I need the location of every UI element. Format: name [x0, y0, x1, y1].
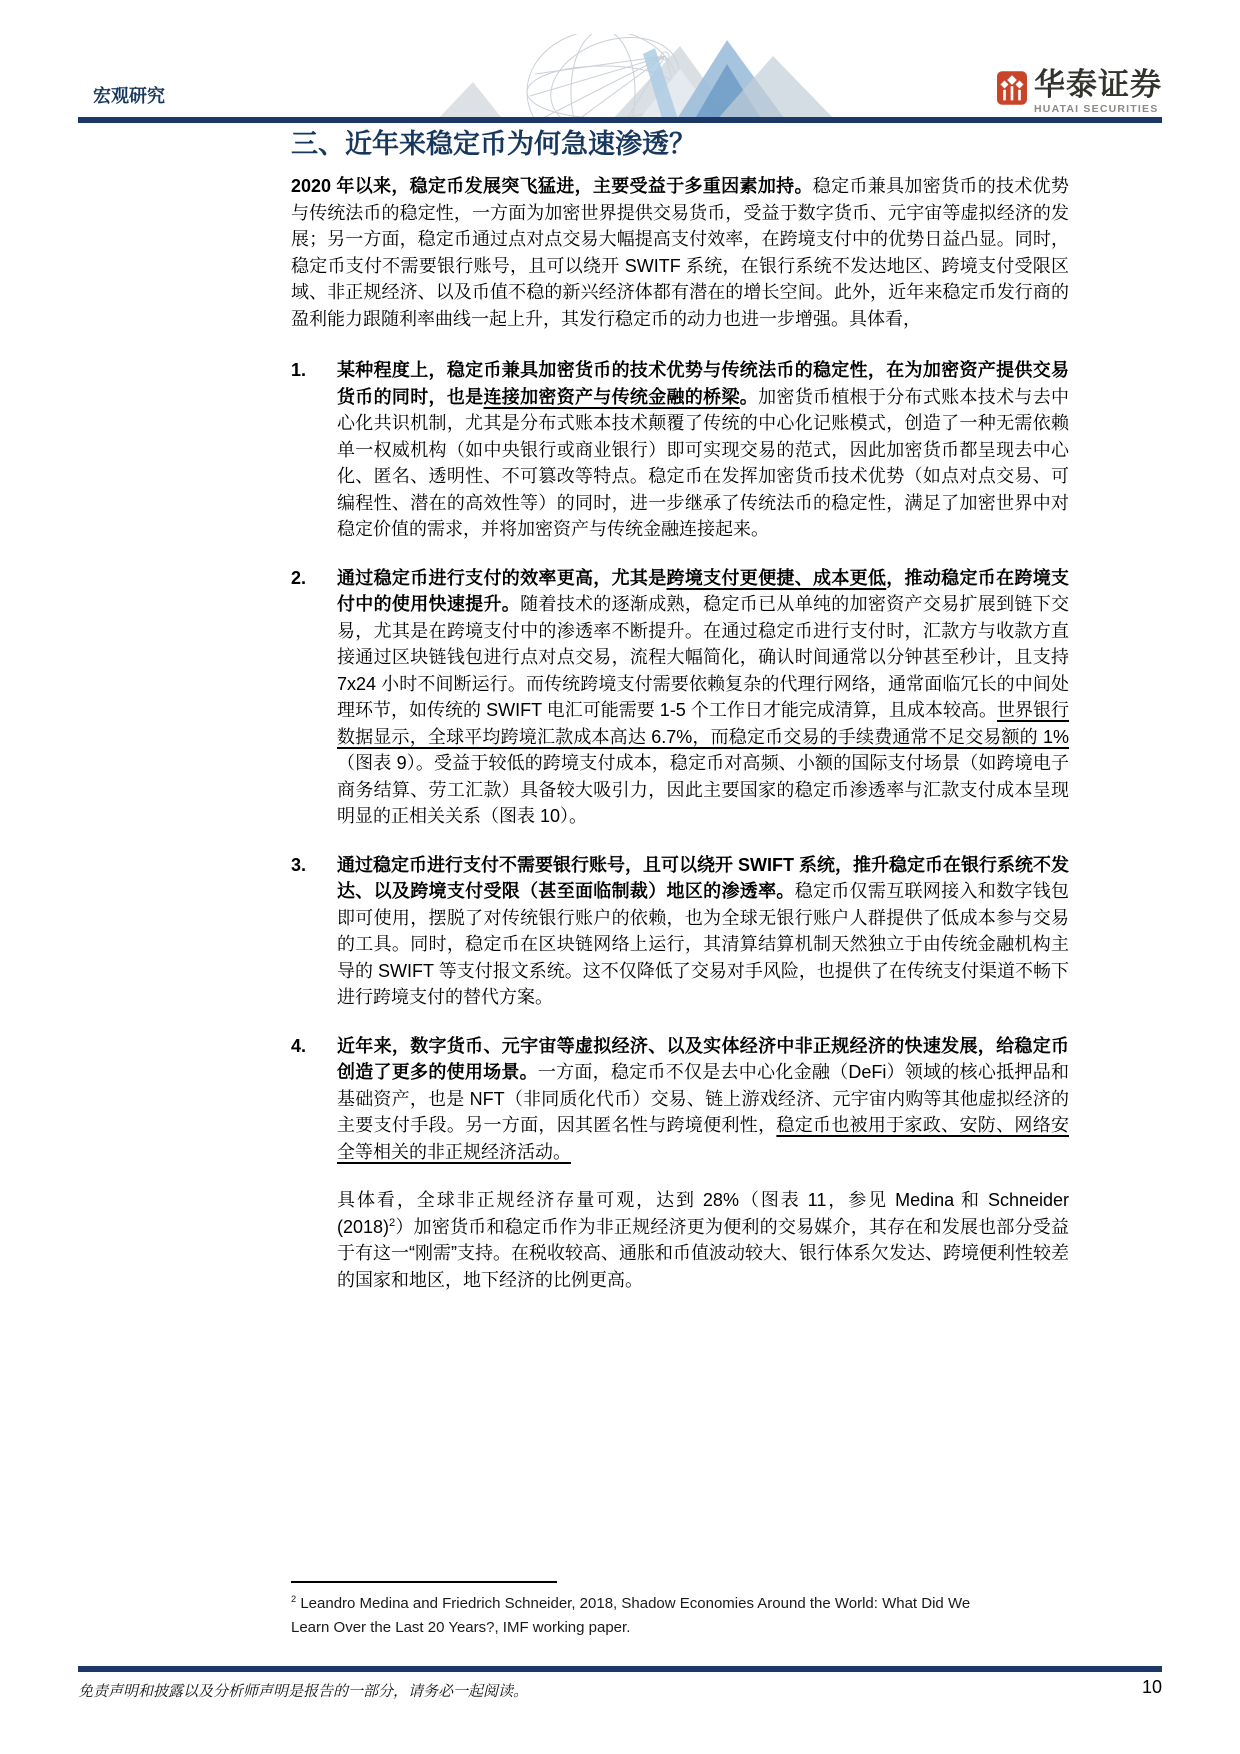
list-item-1 [291, 357, 1069, 543]
list-item-3 [291, 852, 1069, 1011]
footnote-text: $^2$ Leandro Medina and Friedrich Schneider, 2018, Shadow Economies Around the World: What Did We Learn Over the Last 20 Years?, IMF working paper. [291, 1594, 971, 1636]
item-number: 4. [291, 1035, 307, 1056]
item-text: 通过稳定币进行支付的效率更高，尤其是跨境支付更便捷、成本更低，推动稳定币在跨境支付中的使用快速提升。随着技术的逐渐成熟，稳定币已从单纯的加密资产交易扩展到链下交易，尤其是在跨境支付中的渗透率不断提升。在通过稳定币进行支付时，汇款方与收款方直接通过区块链钱包进行点对点交易，流程大幅简化，确认时间通常以分钟甚至秒计，且支持 7x24 小时不间断运行。而传统跨境支付需要依赖复杂的代理行网络，通常面临冗长的中间处理环节，如传统的 SWIFT 电汇可能需要 1-5 个工作日才能完成清算，且成本较高。世界银行数据显示，全球平均跨境汇款成本高达 6.7%，而稳定币交易的手续费通常不足交易额的 1%（图表 9）。受益于较低的跨境支付成本，稳定币对高频、小额的国际支付场景（如跨境电子商务结算、劳工汇款）具备较大吸引力，因此主要国家的稳定币渗透率与汇款支付成本呈现明显的正相关关系（图表 10）。 [337, 567, 1070, 826]
globe-mountain-decoration [375, 34, 845, 122]
item-text: 近年来，数字货币、元宇宙等虚拟经济、以及实体经济中非正规经济的快速发展，给稳定币创造了更多的使用场景。一方面，稳定币不仅是去中心化金融（DeFi）领域的核心抵押品和基础资产，也是 NFT（非同质化代币）交易、链上游戏经济、元宇宙内购等其他虚拟经济的主要支付手段。另一方面，因其匿名性与跨境便利性，稳定币也被用于家政、安防、网络安全等相关的非正规经济活动。 [337, 1035, 1070, 1162]
huatai-diamond-icon [997, 71, 1027, 105]
followup-paragraph: 具体看，全球非正规经济存量可观，达到 28%（图表 11，参见 Medina 和 Schneider $(2018)^2$）加密货币和稳定币作为非正规经济更为便利的交易媒介，其存在和发展也部分受益于有这一“刚需”支持。在税收较高、通胀和币值波动较大、银行体系欠发达、跨境便利性较差的国家和地区，地下经济的比例更高。 [337, 1190, 1069, 1290]
brand-name-en: HUATAI SECURITIES [1034, 103, 1159, 115]
list-item-2 [291, 565, 1069, 830]
intro-paragraph: 2020 年以来，稳定币发展突飞猛进，主要受益于多重因素加持。稳定币兼具加密货币的技术优势与传统法币的稳定性，一方面为加密世界提供交易货币，受益于数字货币、元宇宙等虚拟经济的发展；另一方面，稳定币通过点对点交易大幅提高支付效率，在跨境支付中的优势日益凸显。同时，稳定币支付不需要银行账号，且可以绕开 SWITF 系统，在银行系统不发达地区、跨境支付受限区域、非正规经济、以及币值不稳的新兴经济体都有潜在的增长空间。此外，近年来稳定币发行商的盈利能力跟随利率曲线一起上升，其发行稳定币的动力也进一步增强。具体看， [291, 176, 1070, 329]
huatai-logo [997, 60, 1162, 115]
page-number: 10 [1141, 1677, 1162, 1697]
footer-divider [78, 1666, 1162, 1672]
list-item-4 [291, 1033, 1069, 1166]
footnote-divider [291, 1581, 557, 1583]
numbered-list [291, 357, 1069, 1165]
brand-name-cn: 华泰证券 [1034, 67, 1162, 102]
footnote-block [291, 1581, 1001, 1640]
report-body [291, 126, 1069, 1293]
item-number: 2. [291, 567, 307, 588]
item-text: 通过稳定币进行支付不需要银行账号，且可以绕开 SWIFT 系统，推升稳定币在银行系统不发达、以及跨境支付受限（甚至面临制裁）地区的渗透率。稳定币仅需互联网接入和数字钱包即可使用，摆脱了对传统银行账户的依赖，也为全球无银行账户人群提供了低成本参与交易的工具。同时，稳定币在区块链网络上运行，其清算结算机制天然独立于由传统金融机构主导的 SWIFT 等支付报文系统。这不仅降低了交易对手风险，也提供了在传统支付渠道不畅下进行跨境支付的替代方案。 [337, 854, 1070, 1007]
footer-disclaimer: 免责声明和披露以及分析师声明是报告的一部分，请务必一起阅读。 [78, 1684, 529, 1700]
item-number: 3. [291, 854, 307, 875]
item-number: 1. [291, 360, 307, 380]
section-title: 三、近年来稳定币为何急速渗透？ [291, 129, 696, 159]
header-divider [78, 117, 1162, 123]
report-category-label: 宏观研究 [93, 86, 165, 106]
item-text: 某种程度上，稳定币兼具加密货币的技术优势与传统法币的稳定性，在为加密资产提供交易货币的同时，也是连接加密资产与传统金融的桥梁。加密货币植根于分布式账本技术与去中心化共识机制，尤其是分布式账本技术颠覆了传统的中心化记账模式，创造了一种无需依赖单一权威机构（如中央银行或商业银行）即可实现交易的范式，因此加密货币都呈现去中心化、匿名、透明性、不可篡改等特点。稳定币在发挥加密货币技术优势（如点对点交易、可编程性、潜在的高效性等）的同时，进一步继承了传统法币的稳定性，满足了加密世界中对稳定价值的需求，并将加密资产与传统金融连接起来。 [337, 360, 1070, 539]
